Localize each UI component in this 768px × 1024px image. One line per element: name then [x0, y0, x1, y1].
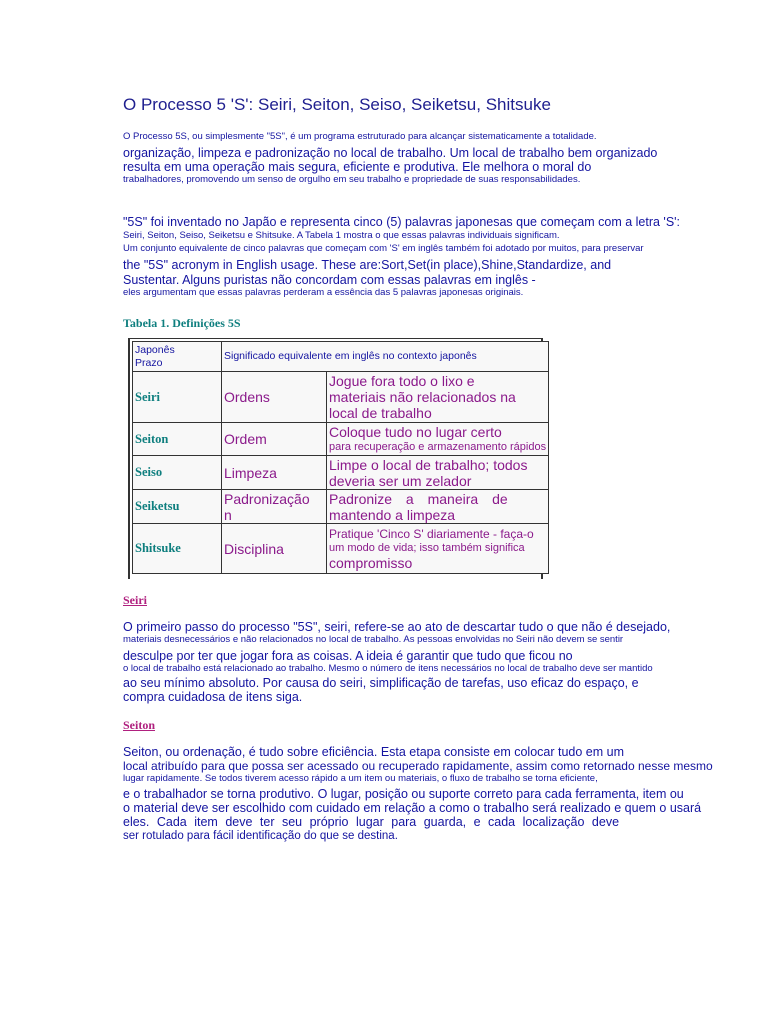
- meaning-cell: Limpeza: [222, 456, 327, 490]
- seiri-heading-link[interactable]: Seiri: [123, 593, 147, 607]
- table-row: [133, 490, 549, 524]
- intro-line-2: organização, limpeza e padronização no local de trabalho. Um local de trabalho bem organizado: [123, 146, 658, 160]
- term-cell: Seiton: [133, 423, 222, 456]
- seiton-line-6: eles. Cada item deve ter seu próprio lugar para guarda, e cada localização deve: [123, 815, 620, 829]
- seiton-heading-link[interactable]: Seiton: [123, 718, 156, 732]
- description-line: materiais não relacionados na: [329, 389, 516, 405]
- description-cell: [327, 372, 549, 423]
- description-line: deveria ser um zelador: [329, 472, 472, 489]
- description-cell: [327, 490, 549, 524]
- table-header-row: [133, 342, 549, 372]
- meaning-cell: Disciplina: [222, 524, 327, 574]
- term-cell: Shitsuke: [133, 524, 222, 574]
- description-line: Pratique 'Cinco S' diariamente - faça-o: [329, 526, 534, 541]
- seiton-line-2: local atribuído para que possa ser acessado ou recuperado rapidamente, assim como retornado nesse mesmo: [123, 759, 713, 773]
- description-line: Jogue fora todo o lixo e: [329, 373, 475, 389]
- page-title: O Processo 5 'S': Seiri, Seiton, Seiso, Seiketsu, Shitsuke: [123, 95, 551, 114]
- description-cell: [327, 456, 549, 490]
- term-cell: Seiketsu: [133, 490, 222, 524]
- description-cell: [327, 524, 549, 574]
- header-term-line-1: Japonês: [135, 343, 175, 356]
- meaning-cell: [222, 490, 327, 524]
- table-frame-top: [128, 338, 543, 339]
- seiton-line-1: Seiton, ou ordenação, é tudo sobre eficiência. Esta etapa consiste em colocar tudo em um: [123, 745, 624, 759]
- seiri-line-1: O primeiro passo do processo "5S", seiri, refere-se ao ato de descartar tudo o que não é desejado,: [123, 620, 671, 634]
- seiri-line-4: o local de trabalho está relacionado ao trabalho. Mesmo o número de itens necessários no local de trabalho deve ser mantido: [123, 663, 653, 674]
- seiton-line-5: o material deve ser escolhido com cuidado em relação a como o trabalho será realizado e quem o usará: [123, 801, 702, 815]
- meaning-cell: Ordem: [222, 423, 327, 456]
- seiton-line-7: ser rotulado para fácil identificação do que se destina.: [123, 830, 398, 842]
- seiton-line-4: e o trabalhador se torna produtivo. O lugar, posição ou suporte correto para cada ferramenta, item ou: [123, 787, 684, 801]
- intro-line-4: trabalhadores, promovendo um senso de orgulho em seu trabalho e propriedade de suas responsabilidades.: [123, 174, 581, 185]
- para2-line-3: Um conjunto equivalente de cinco palavras que começam com 'S' em inglês também foi adotado por muitos, para preservar: [123, 243, 644, 254]
- para2-line-4: the "5S" acronym in English usage. These are:Sort,Set(in place),Shine,Standardize, and: [123, 258, 612, 272]
- description-cell: [327, 423, 549, 456]
- description-line: mantendo a limpeza: [329, 506, 456, 523]
- meaning-line: n: [224, 506, 232, 523]
- seiri-line-2: materiais desnecessários e não relacionados no local de trabalho. As pessoas envolvidas no Seiri não devem se sentir: [123, 634, 624, 645]
- definitions-table: [132, 341, 549, 574]
- table-frame-left: [128, 338, 130, 579]
- table-caption: Tabela 1. Definições 5S: [123, 316, 241, 330]
- meaning-line: Padronização: [224, 490, 310, 507]
- table-row: [133, 423, 549, 456]
- description-line: Coloque tudo no lugar certo: [329, 424, 502, 440]
- description-line: Padronize a maneira de: [329, 490, 508, 507]
- term-cell: Seiso: [133, 456, 222, 490]
- intro-line-3: resulta em uma operação mais segura, eficiente e produtiva. Ele melhora o moral do: [123, 160, 592, 174]
- seiton-line-3: lugar rapidamente. Se todos tiverem acesso rápido a um item ou materiais, o fluxo de trabalho se torna eficiente,: [123, 773, 598, 784]
- description-line: um modo de vida; isso também significa: [329, 541, 525, 554]
- para2-line-6: eles argumentam que essas palavras perderam a essência das 5 palavras japonesas originais.: [123, 287, 524, 298]
- seiri-line-3: desculpe por ter que jogar fora as coisas. A ideia é garantir que tudo que ficou no: [123, 649, 573, 663]
- header-term-cell: [133, 342, 222, 372]
- description-line: para recuperação e armazenamento rápidos: [329, 441, 547, 453]
- description-line: local de trabalho: [329, 405, 432, 421]
- description-line: Limpe o local de trabalho; todos: [329, 456, 528, 473]
- table-row: [133, 372, 549, 423]
- para2-line-2: Seiri, Seiton, Seiso, Seiketsu e Shitsuke. A Tabela 1 mostra o que essas palavras individuais significam.: [123, 230, 560, 241]
- intro-line-1: O Processo 5S, ou simplesmente "5S", é um programa estruturado para alcançar sistematicamente a totalidade.: [123, 131, 597, 142]
- meaning-cell: Ordens: [222, 372, 327, 423]
- seiri-line-5: ao seu mínimo absoluto. Por causa do seiri, simplificação de tarefas, uso eficaz do espaço, e: [123, 676, 639, 690]
- term-cell: Seiri: [133, 372, 222, 423]
- description-line: compromisso: [329, 554, 413, 571]
- seiri-line-6: compra cuidadosa de itens siga.: [123, 690, 303, 704]
- para2-line-1: "5S" foi inventado no Japão e representa cinco (5) palavras japonesas que começam com a letra 'S':: [123, 215, 681, 229]
- para2-line-5: Sustentar. Alguns puristas não concordam com essas palavras em inglês -: [123, 273, 536, 287]
- table-row: [133, 524, 549, 574]
- header-term-line-2: Prazo: [135, 356, 163, 369]
- table-row: [133, 456, 549, 490]
- header-meaning-text: Significado equivalente em inglês no contexto japonês: [224, 350, 477, 362]
- header-meaning-cell: [222, 342, 549, 372]
